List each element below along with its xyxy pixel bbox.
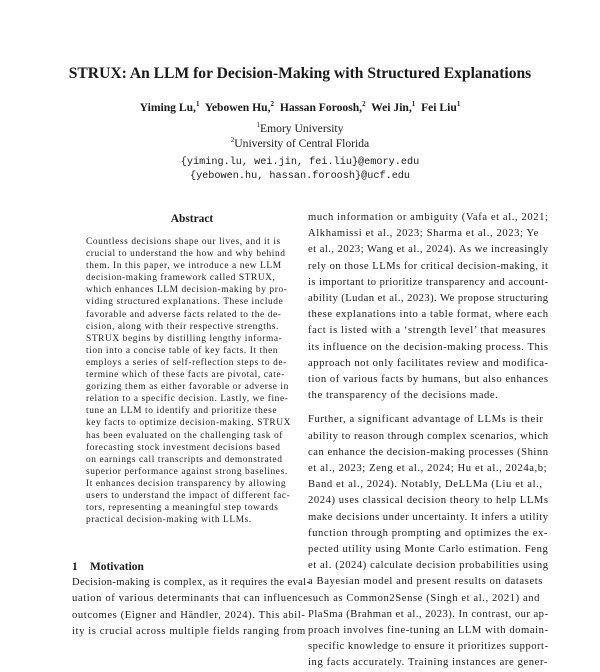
right-column-body — [308, 210, 548, 672]
body-line: et al., 2023; Wang et al., 2024). As we increasingly — [308, 244, 549, 256]
email-line: {yiming.lu, wei.jin, fei.liu}@emory.edu — [180, 157, 420, 168]
abstract-line: users to understand the impact of different fac- — [86, 490, 291, 501]
body-line: ability to reason through complex scenarios, which — [308, 430, 549, 442]
abstract-line: superior performance against strong baselines. — [86, 466, 288, 477]
abstract-line: cision, along with their respective strengths. — [86, 321, 279, 332]
abstract-line: them. In this paper, we introduce a new LLM — [86, 261, 282, 272]
body-line: ing facts accurately. Training instances are gener- — [308, 657, 549, 669]
abstract-line: favorable and adverse facts related to the de- — [86, 309, 282, 320]
paragraph-gap — [308, 404, 548, 412]
body-line: et al. (2024) calculate decision probabilities using — [308, 560, 549, 572]
body-line: fact is listed with a ‘strength level’ that measures — [308, 325, 547, 337]
body-line: Band et al., 2024). Notably, DeLLMa (Liu et al., — [308, 479, 543, 491]
body-line: its influence on the decision-making process. This — [308, 341, 549, 353]
body-line: make decisions under uncertainty. It infers a utility — [308, 511, 549, 523]
author: Fei Liu$^1$ — [421, 100, 461, 114]
abstract-line: which enhances LLM decision-making by pro- — [86, 285, 288, 296]
section-body — [72, 575, 310, 641]
body-line: a Bayesian model and present results on datasets — [308, 576, 544, 588]
body-line: ity is crucial across multiple fields ranging from — [72, 626, 306, 638]
abstract-line: tion into a concise table of key facts. It then — [86, 345, 279, 356]
body-line: such as Common2Sense (Singh et al., 2021) and — [308, 592, 541, 604]
body-line: uation of various determinants that can influence — [72, 593, 309, 605]
body-line: can enhance the decision-making processes (Shinn — [308, 446, 549, 458]
body-line: rely on those LLMs for critical decision-making, it — [308, 260, 549, 272]
body-line: pected utility using Monte Carlo estimation. Feng — [308, 544, 549, 556]
section-heading: 1 Motivation — [72, 561, 144, 573]
abstract-line: It enhances decision transparency by allowing — [86, 478, 287, 489]
body-line: function through prompting and optimizes the ex- — [308, 527, 549, 539]
body-line: PlaSma (Brahman et al., 2023). In contrast, our ap- — [308, 608, 549, 620]
body-line: Further, a significant advantage of LLMs is their — [308, 414, 544, 426]
abstract-line: tune an LLM to identify and prioritize these — [86, 406, 278, 417]
abstract-line: forecasting stock investment decisions based — [86, 442, 281, 453]
author: Hassan Foroosh,$^2$ — [279, 100, 366, 114]
author: Wei Jin,$^1$ — [371, 100, 416, 114]
body-line: specific knowledge to ensure it prioritizes support- — [308, 641, 549, 653]
abstract-line: key facts to optimize decision-making. STRUX — [86, 418, 292, 429]
body-line: these explanations into a table format, where each — [308, 309, 549, 321]
body-line: is important to prioritize transparency and account- — [308, 276, 549, 288]
body-line: Decision-making is complex, as it requires the eval- — [72, 577, 311, 588]
author: Yebowen Hu,$^2$ — [204, 100, 275, 114]
body-line: 2024) uses classical decision theory to help LLMs — [308, 495, 549, 507]
author-list — [40, 100, 560, 115]
abstract-line: gorizing them as either favorable or adverse in — [86, 382, 289, 393]
affiliation: $^1$Emory University — [256, 121, 344, 135]
affiliation: $^2$University of Central Florida — [230, 136, 370, 150]
abstract-line: relation to a specific decision. Lastly, we fine- — [86, 394, 289, 405]
abstract-line: employs a series of self-reflection steps to de- — [86, 357, 287, 368]
abstract-line: practical decision-making with LLMs. — [86, 515, 252, 526]
body-line: outcomes (Eigner and Händler, 2024). This abil- — [72, 609, 306, 621]
body-line: tion of various facts by humans, but also enhances — [308, 374, 549, 386]
abstract-line: termine which of these facts are pivotal, cate- — [86, 370, 285, 381]
body-line: approach not only facilitates review and modifica- — [308, 357, 549, 369]
abstract-line: tors, representing a meaningful step towards — [86, 503, 279, 514]
abstract-line: decision-making framework called STRUX, — [86, 273, 276, 284]
abstract-line: viding structured explanations. These include — [86, 297, 284, 308]
author: Yiming Lu,$^1$ — [139, 100, 200, 114]
abstract-heading: Abstract — [170, 213, 214, 225]
body-line: the transparency of the decisions made. — [308, 390, 499, 402]
paper-title: STRUX: An LLM for Decision-Making with Structured Explanations — [68, 65, 532, 82]
body-line: proach involves fine-tuning an LLM with domain- — [308, 625, 549, 637]
abstract-body — [86, 236, 298, 526]
abstract-line: has been evaluated on the challenging task of — [86, 430, 283, 441]
body-line: Alkhamissi et al., 2023; Sharma et al., 2023; Ye — [308, 228, 539, 240]
abstract-line: Countless decisions shape our lives, and it is — [86, 237, 281, 247]
body-line: et al., 2023; Zeng et al., 2024; Hu et al., 2024a,b; — [308, 463, 548, 475]
abstract-line: on earnings call transcripts and demonstrated — [86, 454, 283, 465]
email-line: {yebowen.hu, hassan.foroosh}@ucf.edu — [189, 171, 411, 182]
abstract-line: STRUX begins by distilling lengthy informa- — [86, 333, 283, 344]
body-line: much information or ambiguity (Vafa et al., 2021; — [308, 212, 549, 223]
body-line: ability (Ludan et al., 2023). We propose structuring — [308, 293, 549, 305]
abstract-line: crucial to understand the how and why behind — [86, 249, 286, 260]
